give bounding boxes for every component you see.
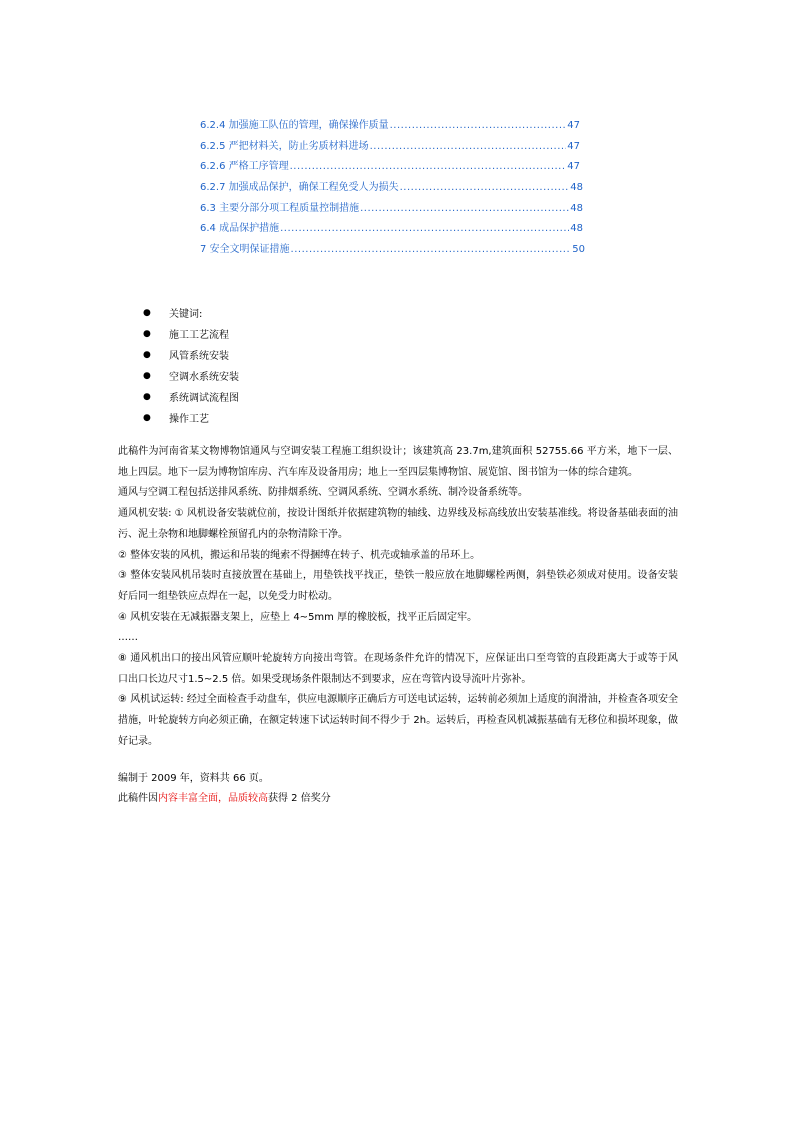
step-paragraph: ② 整体安装的风机，搬运和吊装的绳索不得捆缚在转子、机壳或轴承盖的吊环上。 [118, 549, 481, 561]
keyword-list [143, 302, 239, 428]
bullet-icon: ● [143, 349, 151, 360]
toc-entry-page[interactable]: 47 [567, 120, 580, 131]
footer-compiled: 编制于 2009 年，资料共 66 页。 [118, 772, 269, 784]
toc-entry-title[interactable]: 6.4 成品保护措施 [200, 223, 280, 235]
toc-entry-page[interactable]: 47 [567, 140, 580, 152]
toc-entry[interactable] [200, 157, 580, 178]
highlight-text: 内容丰富全面，品质较高 [158, 793, 268, 805]
toc-entry-title[interactable]: 6.2.6 严格工序管理 [200, 161, 289, 173]
toc-entry-page[interactable]: 48 [570, 223, 583, 235]
keyword-text: 风管系统安装 [169, 351, 229, 362]
bullet-icon: ● [143, 412, 151, 423]
keyword-text: 操作工艺 [169, 414, 209, 425]
bullet-icon: ● [143, 370, 151, 381]
toc-entry-page[interactable]: 47 [567, 161, 580, 173]
step-paragraph: ⑨ 风机试运转: 经过全面检查手动盘车，供应电源顺序正确后方可送电试运转，运转前必须加上适度的润滑油，并检查各项安全措施，叶轮旋转方向必须正确，在额定转速下试运转时间不得少于 2h。运转后，再检查风机减振基础有无移位和损坏现象，做好记录。 [118, 694, 678, 747]
scope-paragraph: 通风与空调工程包括送排风系统、防排烟系统、空调风系统、空调水系统、制冷设备系统等。 [118, 487, 528, 499]
step-paragraph: 通风机安装: ① 风机设备安装就位前，按设计图纸并依据建筑物的轴线、边界线及标高线放出安装基准线。将设备基础表面的油污、泥土杂物和地脚螺栓预留孔内的杂物清除干净。 [118, 508, 678, 540]
ellipsis-line: …… [118, 632, 138, 644]
keyword-text: 系统调试流程图 [169, 393, 239, 404]
toc-entry[interactable] [200, 240, 585, 261]
list-item [143, 386, 239, 407]
intro-paragraph: 此稿件为河南省某文物博物馆通风与空调安装工程施工组织设计；该建筑高 23.7m,建筑面积 52755.66 平方米，地下一层、地上四层。地下一层为博物馆库房、汽车库及设备用房；地上一至四层集博物馆、展览馆、图书馆为一体的综合建筑。 [118, 446, 678, 478]
toc-entry-title[interactable]: 6.2.5 严把材料关，防止劣质材料进场 [200, 140, 369, 152]
list-item [143, 407, 239, 428]
toc-entry[interactable] [200, 116, 580, 137]
toc-entry[interactable] [200, 199, 583, 220]
bullet-icon: ● [143, 328, 151, 339]
table-of-contents [200, 116, 590, 261]
list-item [143, 344, 239, 365]
toc-entry-page[interactable]: 48 [570, 202, 583, 214]
step-paragraph: ④ 风机安装在无减振器支架上，应垫上 4~5mm 厚的橡胶板，找平正后固定牢。 [118, 611, 478, 623]
keyword-text: 施工工艺流程 [169, 330, 229, 341]
bullet-icon: ● [143, 307, 151, 318]
toc-entry-page[interactable]: 50 [572, 244, 585, 256]
toc-entry[interactable] [200, 137, 580, 158]
document-body [118, 442, 678, 810]
bullet-icon: ● [143, 391, 151, 402]
toc-entry[interactable] [200, 219, 583, 240]
list-item [143, 323, 239, 344]
keyword-label: 关键词: [169, 309, 203, 320]
list-item [143, 302, 239, 323]
toc-entry-title[interactable]: 7 安全文明保证措施 [200, 244, 290, 256]
toc-entry-title[interactable]: 6.2.4 加强施工队伍的管理，确保操作质量 [200, 120, 389, 131]
toc-entry[interactable] [200, 178, 583, 199]
footer-award: 此稿件因内容丰富全面，品质较高获得 2 倍奖分 [118, 793, 331, 805]
keyword-text: 空调水系统安装 [169, 372, 239, 383]
step-paragraph: ③ 整体安装风机吊装时直接放置在基础上，用垫铁找平找正，垫铁一般应放在地脚螺栓两侧，斜垫铁必须成对使用。设备安装好后同一组垫铁应点焊在一起，以免受力时松动。 [118, 570, 678, 602]
toc-entry-title[interactable]: 6.2.7 加强成品保护，确保工程免受人为损失 [200, 182, 399, 194]
toc-entry-title[interactable]: 6.3 主要分部分项工程质量控制措施 [200, 202, 360, 214]
toc-entry-page[interactable]: 48 [570, 182, 583, 194]
step-paragraph: ⑧ 通风机出口的接出风管应顺叶轮旋转方向接出弯管。在现场条件允许的情况下，应保证出口至弯管的直段距离大于或等于风口出口长边尺寸1.5~2.5 倍。如果受现场条件限制达不到要求，应在弯管内设导流叶片弥补。 [118, 653, 678, 685]
list-item [143, 365, 239, 386]
